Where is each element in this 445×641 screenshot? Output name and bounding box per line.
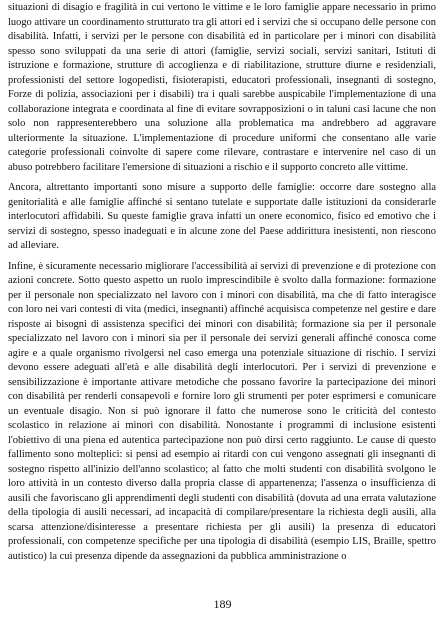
paragraph-accessibility: Infine, è sicuramente necessario migliorare l'accessibilità ai servizi di prevenzione e di protezione con azioni concrete. Sotto questo aspetto un ruolo imprescindibile è svolto dalla formazione: formazione per il personale non specializzato nel lavoro con i minori con disabilità, ma che di fatto interagisce con loro nei vari contesti di vita (medici, insegnanti) affinché acquisisca competenze nel gestire e dare risposte ai bisogni di assistenza specifici dei minori con disabilità; formazione sia per il personale specializzato nel lavoro con i minori sia per il personale dei servizi generali affinché conosca come agire e a quale organismo rivolgersi nel caso emerga una potenziale situazione di rischio. I servizi devono essere adeguati all'età e alle disabilità degli interlocutori. Per i servizi di prevenzione e sensibilizzazione è importante attivare metodiche che possano favorire la partecipazione dei minori con disabilità per renderli consapevoli e fornire loro gli strumenti per poter esprimersi e comunicare un eventuale disagio. Non si può ignorare il fatto che numerose sono le criticità del contesto scolastico in relazione ai minori con disabilità. Nonostante i programmi di inclusione esistenti l'obiettivo di una piena ed autentica partecipazione non può dirsi certo raggiunto. Le cause di questo fallimento sono molteplici: si pensi ad esempio ai ritardi con cui vengono assegnati gli insegnanti di sostegno rispetto all'inizio dell'anno scolastico; al fatto che molti studenti con disabilità svolgono le loro attività in un contesto diverso dalla propria classe di appartenenza; l'assenza o insufficienza di ausili che favoriscano gli apprendimenti degli studenti con disabilità (dovuta ad una errata valutazione della tipologia di ausili necessari, ad incapacità di compilare/presentare la richiesta degli ausili, alla scarsa attenzione/disinteresse a presentare richiesta per gli ausili) la presenza di educatori professionali, con competenze specifiche per una tipologia di disabilità (esempio LIS, Braille, spettro autistico) la cui presenza dipende da assegnazioni da pubblica amministrazione o [8, 260, 436, 562]
page-number: 189 [213, 597, 232, 611]
paragraph-family-support: Ancora, altrettanto importanti sono misure a supporto delle famiglie: occorre dare sostegno alla genitorialità e alle famiglie affinché si sentano tutelate e supportate dalle istituzioni da considerarle interlocutori affidabili. Su queste famiglie grava infatti un onere economico, fisico ed emotivo che i servizi di sostegno, spesso inadeguati e in alcune zone del Paese addirittura inesistenti, non riescono ad alleviare. [8, 182, 436, 251]
body-text [8, 1, 436, 564]
paragraph-coordination: situazioni di disagio e fragilità in cui vertono le vittime e le loro famiglie appare necessario in primo luogo attivare un coordinamento strutturato tra gli attori ed i servizi che si occupano delle persone con disabilità. Infatti, i servizi per le persone con disabilità ed in particolare per i minori con disabilità spesso sono sviluppati da una serie di attori (famiglie, servizi sociali, servizi sanitari, Istituti di istruzione e formazione, strutture di accoglienza e di riabilitazione, strutture diurne e residenziali, professionisti del settore logopedisti, fisioterapisti, educatori professionali, insegnanti di sostegno, Forze di polizia, associazioni per i disabili) tra i quali sarebbe auspicabile l'implementazione di una collaborazione integrata e coordinata al fine di evitare sovrapposizioni o in taluni casi lacune che non solo non rappresenterebbero una soluzione alla problematica ma andrebbero ad aggravare ulteriormente la situazione. L'implementazione di procedure uniformi che consentano alle varie categorie professionali coinvolte di sapere come rilevare, contrastare e intervenire nel caso di un abuso potrebbero facilitare l'emersione di situazioni a rischio e il supporto concreto alle vittime. [8, 2, 436, 173]
